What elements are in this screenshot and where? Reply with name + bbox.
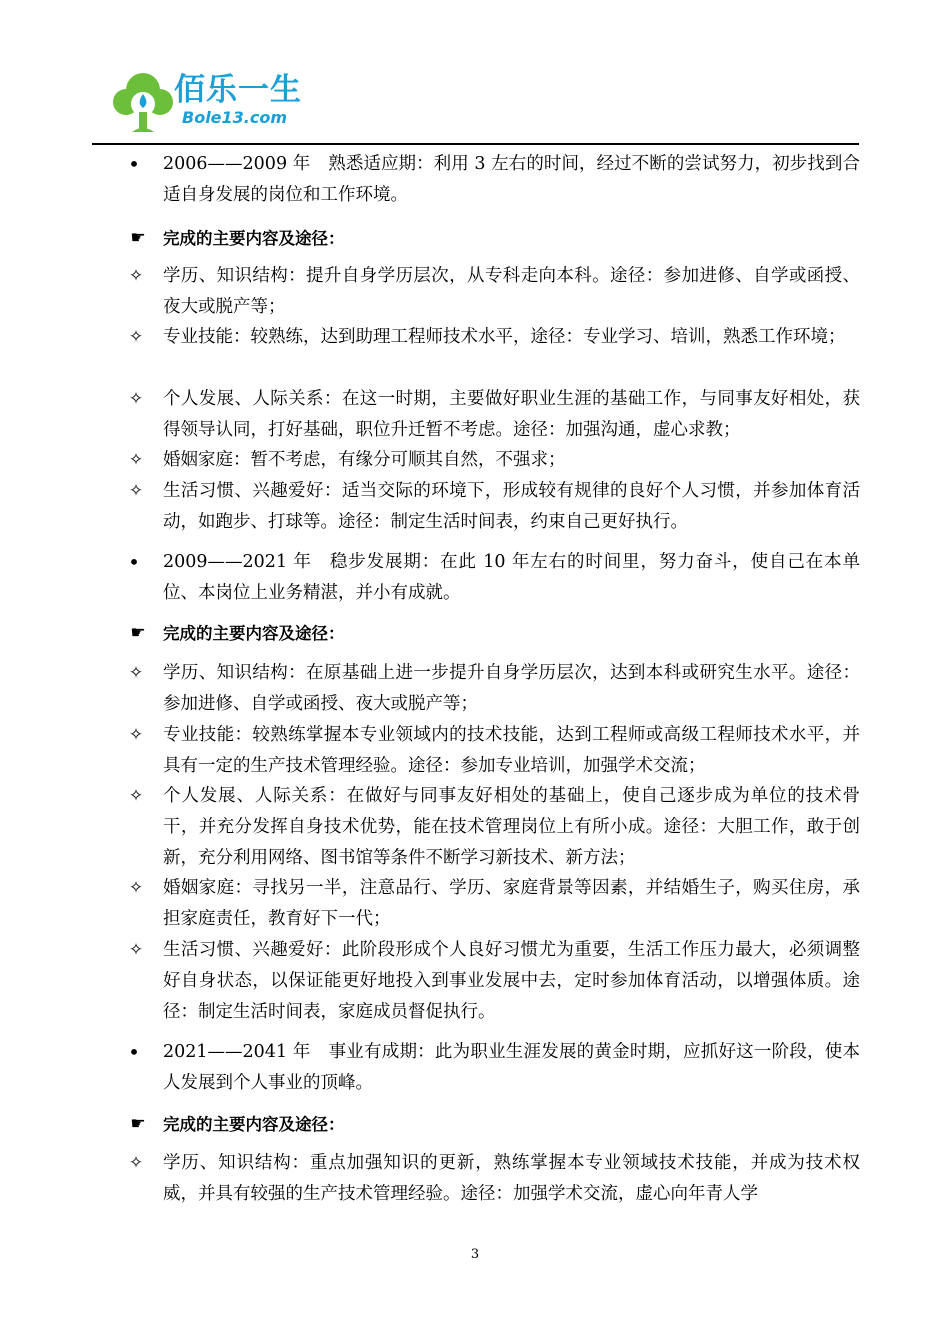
diamond-star-icon: ✧	[128, 940, 144, 960]
period-text: 熟悉适应期：利用 3 左右的时间，经过不断的尝试努力，初步找到合适自身发展的岗位和工作环境。	[163, 154, 861, 205]
tree-logo-icon	[112, 68, 174, 136]
period-years: 2021——2041 年	[163, 1042, 311, 1062]
list-item-text: 婚姻家庭：寻找另一半，注意品行、学历、家庭背景等因素，并结婚生子，购买住房，承担家庭责任，教育好下一代；	[163, 878, 860, 929]
list-item-text: 生活习惯、兴趣爱好：此阶段形成个人良好习惯尤为重要，生活工作压力最大，必须调整好自身状态，以保证能更好地投入到事业发展中去，定时参加体育活动，以增强体质。途径：制定生活时间表，家庭成员督促执行。	[163, 940, 860, 1022]
diamond-star-icon: ✧	[128, 481, 144, 501]
header-divider	[92, 143, 859, 145]
period-years: 2009——2021 年	[163, 552, 312, 572]
diamond-star-icon: ✧	[128, 786, 144, 806]
heading-text: 完成的主要内容及途径：	[163, 1115, 345, 1134]
list-item-text: 个人发展、人际关系：在做好与同事友好相处的基础上，使自己逐步成为单位的技术骨干，并充分发挥自身技术优势，能在技术管理岗位上有所小成。途径：大胆工作，敢于创新，充分利用网络、图书馆等条件不断学习新技术、新方法；	[163, 786, 860, 868]
logo-english-text: Bole13.com	[182, 108, 288, 127]
diamond-star-icon: ✧	[128, 450, 144, 470]
diamond-star-icon: ✧	[128, 327, 144, 347]
heading-text: 完成的主要内容及途径：	[163, 229, 345, 248]
list-item-text: 生活习惯、兴趣爱好：适当交际的环境下，形成较有规律的良好个人习惯，并参加体育活动，如跑步、打球等。途径：制定生活时间表，约束自己更好执行。	[163, 481, 860, 532]
pointing-hand-icon: ☛	[130, 1114, 146, 1134]
period-years: 2006——2009 年	[163, 154, 311, 174]
bullet-icon: •	[128, 152, 140, 176]
list-item-text: 学历、知识结构：在原基础上进一步提升自身学历层次，达到本科或研究生水平。途径：参加进修、自学或函授、夜大或脱产等；	[163, 663, 860, 714]
page-number: 3	[470, 1247, 480, 1262]
diamond-star-icon: ✧	[128, 878, 144, 898]
list-item-text: 专业技能：较熟练掌握本专业领域内的技术技能，达到工程师或高级工程师技术水平，并具有一定的生产技术管理经验。途径：参加专业培训，加强学术交流；	[163, 725, 860, 776]
heading-text: 完成的主要内容及途径：	[163, 624, 345, 643]
list-item-text: 个人发展、人际关系：在这一时期，主要做好职业生涯的基础工作，与同事友好相处，获得领导认同，打好基础，职位升迁暂不考虑。途径：加强沟通，虚心求教；	[163, 389, 860, 440]
diamond-star-icon: ✧	[128, 1153, 144, 1173]
page-header	[0, 0, 950, 150]
period-text: 事业有成期：此为职业生涯发展的黄金时期，应抓好这一阶段，使本人发展到个人事业的顶峰。	[163, 1042, 860, 1093]
diamond-star-icon: ✧	[128, 389, 144, 409]
list-item-text: 学历、知识结构：提升自身学历层次，从专科走向本科。途径：参加进修、自学或函授、夜大或脱产等；	[163, 266, 860, 317]
bullet-icon: •	[128, 550, 140, 574]
list-item-text: 专业技能：较熟练，达到助理工程师技术水平，途径：专业学习、培训，熟悉工作环境；	[163, 327, 846, 347]
list-item-text: 婚姻家庭：暂不考虑，有缘分可顺其自然，不强求；	[163, 450, 566, 470]
bole-logo	[112, 68, 312, 138]
diamond-star-icon: ✧	[128, 266, 144, 286]
list-item-text: 学历、知识结构：重点加强知识的更新，熟练掌握本专业领域技术技能，并成为技术权威，并具有较强的生产技术管理经验。途径：加强学术交流，虚心向年青人学	[163, 1153, 860, 1204]
pointing-hand-icon: ☛	[130, 623, 146, 643]
pointing-hand-icon: ☛	[130, 228, 146, 248]
diamond-star-icon: ✧	[128, 725, 144, 745]
period-text: 稳步发展期：在此 10 年左右的时间里，努力奋斗，使自己在本单位、本岗位上业务精湛，并小有成就。	[163, 552, 860, 603]
logo-chinese-text: 佰乐一生	[174, 72, 302, 108]
diamond-star-icon: ✧	[128, 663, 144, 683]
bullet-icon: •	[128, 1040, 140, 1064]
